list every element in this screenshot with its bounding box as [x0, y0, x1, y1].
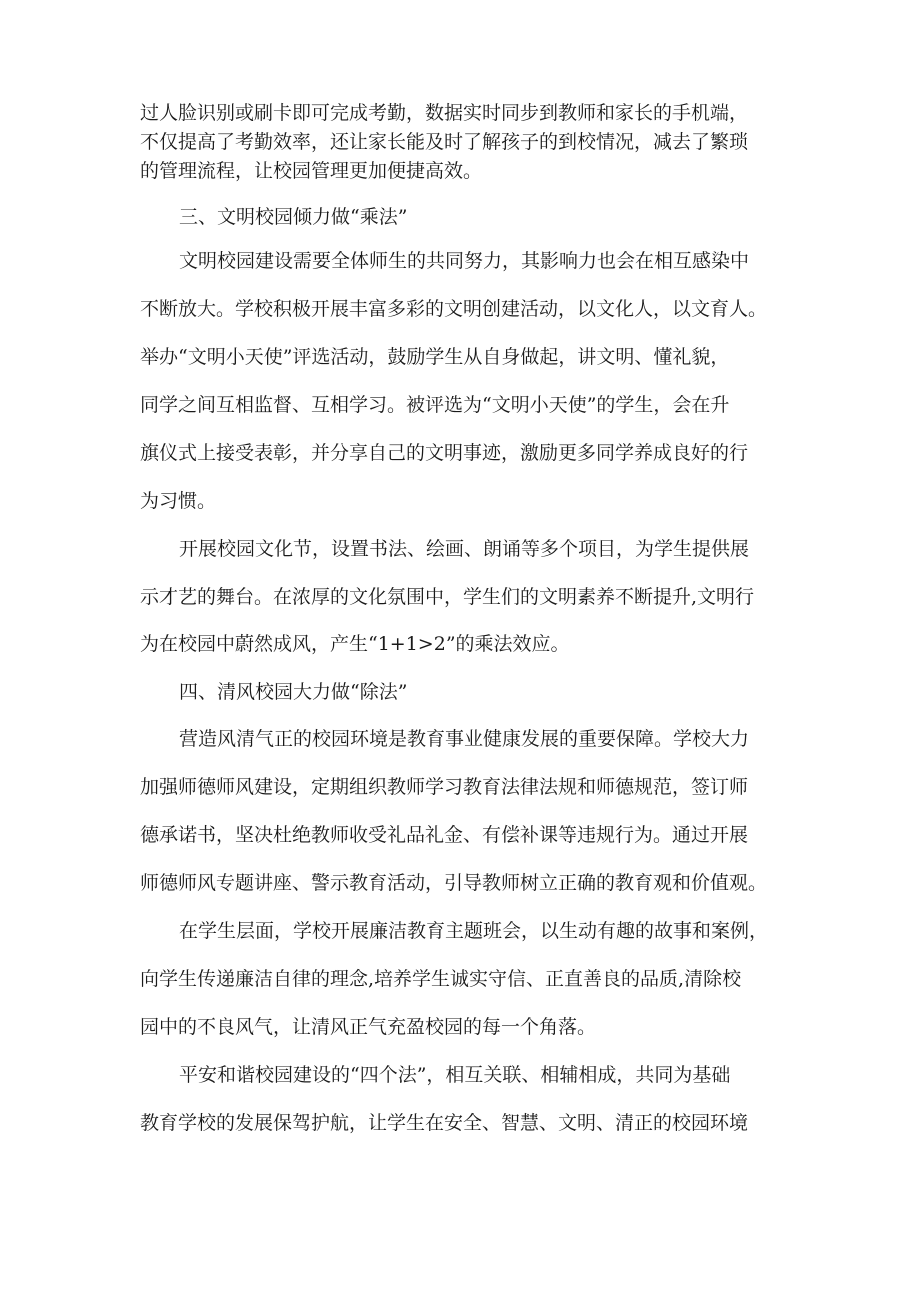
text-line: 过人脸识别或刷卡即可完成考勤，数据实时同步到教师和家长的手机端，: [140, 102, 749, 124]
text-line: 开展校园文化节，设置书法、绘画、朗诵等多个项目，为学生提供展: [179, 538, 750, 560]
text-line: 加强师德师风建设，定期组织教师学习教育法律法规和师德规范，签订师: [140, 776, 749, 798]
section-heading-3: 三、文明校园倾力做“乘法”: [179, 206, 408, 228]
text-line: 同学之间互相监督、互相学习。被评选为“文明小天使”的学生，会在升: [140, 394, 730, 416]
text-line: 示才艺的舞台。在浓厚的文化氛围中，学生们的文明素养不断提升,文明行: [140, 586, 755, 608]
text-line: 教育学校的发展保驾护航，让学生在安全、智慧、文明、清正的校园环境: [140, 1112, 749, 1134]
text-line: 园中的不良风气，让清风正气充盈校园的每一个角落。: [140, 1016, 597, 1038]
text-line: 不仅提高了考勤效率，还让家长能及时了解孩子的到校情况，减去了繁琐: [140, 131, 749, 153]
text-line: 为习惯。: [140, 490, 217, 512]
text-line: 德承诺书，坚决杜绝教师收受礼品礼金、有偿补课等违规行为。通过开展: [140, 824, 749, 846]
text-line: 为在校园中蔚然成风，产生“1+1>2”的乘法效应。: [140, 633, 570, 655]
text-line: 平安和谐校园建设的“四个法”，相互关联、相辅相成，共同为基础: [179, 1064, 731, 1086]
text-line: 向学生传递廉洁自律的理念,培养学生诚实守信、正直善良的品质,清除校: [140, 968, 742, 990]
text-line: 举办“文明小天使”评选活动，鼓励学生从自身做起，讲文明、懂礼貌，: [140, 346, 730, 368]
text-line: 旗仪式上接受表彰，并分享自己的文明事迹，激励更多同学养成良好的行: [140, 442, 749, 464]
text-line: 师德师风专题讲座、警示教育活动，引导教师树立正确的教育观和价值观。: [140, 872, 768, 894]
section-heading-4: 四、清风校园大力做“除法”: [179, 681, 408, 703]
text-line: 营造风清气正的校园环境是教育事业健康发展的重要保障。学校大力: [179, 728, 750, 750]
text-line: 文明校园建设需要全体师生的共同努力，其影响力也会在相互感染中: [179, 250, 750, 272]
text-line: 不断放大。学校积极开展丰富多彩的文明创建活动，以文化人，以文育人。: [140, 298, 768, 320]
text-line: 的管理流程，让校园管理更加便捷高效。: [140, 160, 483, 182]
text-line: 在学生层面，学校开展廉洁教育主题班会，以生动有趣的故事和案例，: [179, 920, 769, 942]
